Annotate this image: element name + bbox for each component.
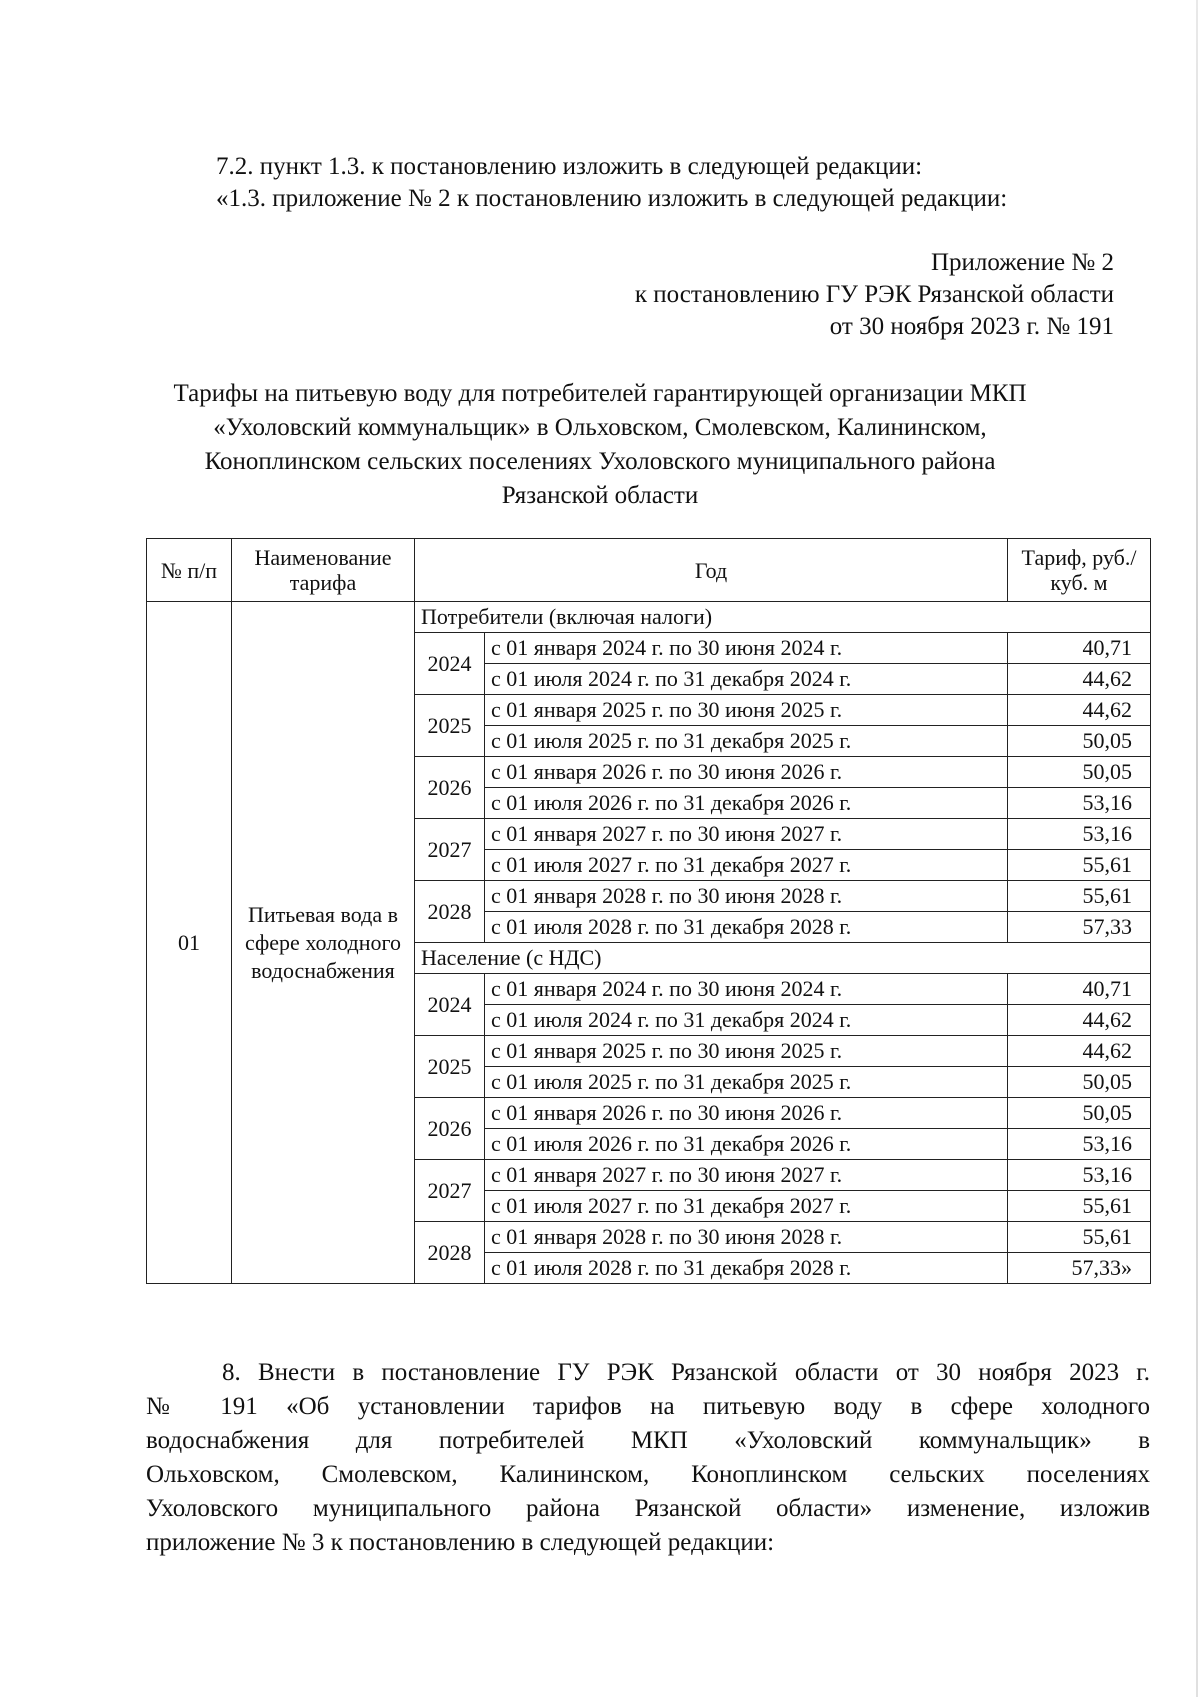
group-row [147,602,1151,633]
tariff-value: 57,33» [1008,1253,1151,1284]
period-cell: с 01 января 2028 г. по 30 июня 2028 г. [485,1222,1008,1253]
section8-line-4: Ольховском, Смолевском, Калининском, Коноплинском сельских поселениях [146,1461,1150,1488]
year-cell: 2026 [415,757,485,819]
year-cell: 2028 [415,1222,485,1284]
intro-line-2: «1.3. приложение № 2 к постановлению изложить в следующей редакции: [216,185,1008,212]
title-line-1: Тарифы на питьевую воду для потребителей гарантирующей организации МКП [173,380,1027,407]
title-line-3: Коноплинском сельских поселениях Ухоловского муниципального района [204,448,996,475]
tariff-value: 44,62 [1008,1005,1151,1036]
period-cell: с 01 июля 2025 г. по 31 декабря 2025 г. [485,726,1008,757]
appendix-reference: к постановлению ГУ РЭК Рязанской области [634,281,1114,308]
title-line-2: «Ухоловский коммунальщик» в Ольховском, Смолевском, Калининском, [213,414,987,441]
tariff-value: 57,33 [1008,912,1151,943]
header-number: № п/п [147,539,232,602]
tariff-value: 50,05 [1008,1067,1151,1098]
tariff-table [146,538,1151,1284]
intro-line-1: 7.2. пункт 1.3. к постановлению изложить в следующей редакции: [216,153,923,180]
tariff-value: 44,62 [1008,1036,1151,1067]
tariff-value: 50,05 [1008,726,1151,757]
tariff-value: 53,16 [1008,819,1151,850]
tariff-table-body [147,539,1151,1284]
period-cell: с 01 июля 2028 г. по 31 декабря 2028 г. [485,912,1008,943]
section8-line-1: 8. Внести в постановление ГУ РЭК Рязанской области от 30 ноября 2023 г. [222,1359,1150,1386]
period-cell: с 01 января 2026 г. по 30 июня 2026 г. [485,1098,1008,1129]
period-cell: с 01 января 2027 г. по 30 июня 2027 г. [485,1160,1008,1191]
scan-edge [1196,0,1198,1697]
period-cell: с 01 июля 2027 г. по 31 декабря 2027 г. [485,850,1008,881]
period-cell: с 01 июля 2024 г. по 31 декабря 2024 г. [485,1005,1008,1036]
section8-line-6: приложение № 3 к постановлению в следующей редакции: [146,1529,775,1556]
tariff-value: 55,61 [1008,881,1151,912]
header-year: Год [415,539,1008,602]
period-cell: с 01 января 2025 г. по 30 июня 2025 г. [485,695,1008,726]
year-cell: 2026 [415,1098,485,1160]
title-line-4: Рязанской области [501,482,699,509]
section8-line-3: водоснабжения для потребителей МКП «Ухоловский коммунальщик» в [146,1427,1150,1454]
appendix-date: от 30 ноября 2023 г. № 191 [829,313,1114,340]
tariff-value: 44,62 [1008,664,1151,695]
section8-line-2: № 191 «Об установлении тарифов на питьевую воду в сфере холодного [146,1393,1150,1420]
table-header-row [147,539,1151,602]
tariff-value: 53,16 [1008,788,1151,819]
tariff-value: 50,05 [1008,757,1151,788]
header-tariff: Тариф, руб./куб. м [1008,539,1151,602]
period-cell: с 01 января 2025 г. по 30 июня 2025 г. [485,1036,1008,1067]
tariff-value: 53,16 [1008,1160,1151,1191]
period-cell: с 01 января 2028 г. по 30 июня 2028 г. [485,881,1008,912]
year-cell: 2028 [415,881,485,943]
tariff-value: 40,71 [1008,974,1151,1005]
period-cell: с 01 июля 2024 г. по 31 декабря 2024 г. [485,664,1008,695]
tariff-value: 50,05 [1008,1098,1151,1129]
tariff-value: 53,16 [1008,1129,1151,1160]
group-label: Население (с НДС) [415,943,1151,974]
period-cell: с 01 июля 2027 г. по 31 декабря 2027 г. [485,1191,1008,1222]
tariff-value: 40,71 [1008,633,1151,664]
header-name: Наименование тарифа [232,539,415,602]
period-cell: с 01 июля 2026 г. по 31 декабря 2026 г. [485,1129,1008,1160]
tariff-name: Питьевая вода в сфере холодного водоснабжения [232,602,415,1284]
period-cell: с 01 июля 2026 г. по 31 декабря 2026 г. [485,788,1008,819]
year-cell: 2024 [415,633,485,695]
tariff-value: 55,61 [1008,1222,1151,1253]
period-cell: с 01 июля 2025 г. по 31 декабря 2025 г. [485,1067,1008,1098]
period-cell: с 01 января 2027 г. по 30 июня 2027 г. [485,819,1008,850]
year-cell: 2027 [415,1160,485,1222]
year-cell: 2027 [415,819,485,881]
section8-line-5: Ухоловского муниципального района Рязанской области» изменение, изложив [146,1495,1150,1522]
appendix-number: Приложение № 2 [930,249,1114,276]
period-cell: с 01 января 2026 г. по 30 июня 2026 г. [485,757,1008,788]
year-cell: 2025 [415,1036,485,1098]
period-cell: с 01 июля 2028 г. по 31 декабря 2028 г. [485,1253,1008,1284]
period-cell: с 01 января 2024 г. по 30 июня 2024 г. [485,633,1008,664]
tariff-value: 55,61 [1008,850,1151,881]
year-cell: 2025 [415,695,485,757]
row-number: 01 [147,602,232,1284]
tariff-value: 44,62 [1008,695,1151,726]
year-cell: 2024 [415,974,485,1036]
tariff-value: 55,61 [1008,1191,1151,1222]
period-cell: с 01 января 2024 г. по 30 июня 2024 г. [485,974,1008,1005]
group-label: Потребители (включая налоги) [415,602,1151,633]
